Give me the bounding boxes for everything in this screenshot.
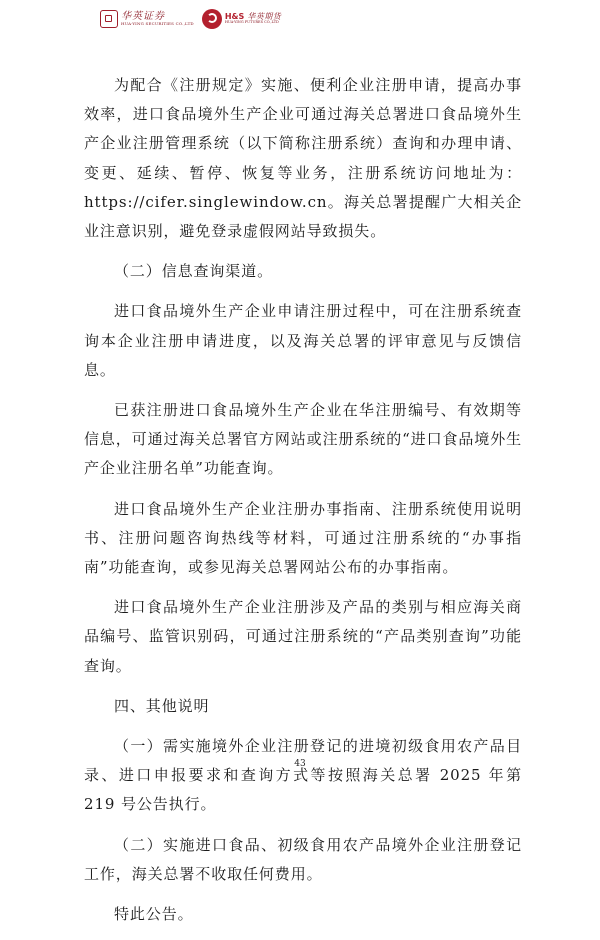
futures-logo-icon — [202, 9, 222, 29]
page-header — [100, 8, 281, 30]
paragraph-note-two: （二）实施进口食品、初级食用农产品境外企业注册登记工作，海关总署不收取任何费用。 — [84, 835, 522, 883]
paragraph-product-category: 进口食品境外生产企业注册涉及产品的类别与相应海关商品编号、监管识别码，可通过注册系统的“产品类别查询”功能查询。 — [84, 598, 522, 675]
paragraph-registration-system: 为配合《注册规定》实施、便利企业注册申请，提高办事效率，进口食品境外生产企业可通过海关总署进口食品境外生产企业注册管理系统（以下简称注册系统）查询和办理申请、变更、延续、暂停、恢复等业务，注册系统访问地址为：https://cifer.singlewindow.cn。海关总署提醒广大相关企业注意识别，避免登录虚假网站导致损失。 — [84, 76, 522, 241]
futures-logo-cn: 华英期货 — [247, 12, 282, 22]
section-heading-other-notes: 四、其他说明 — [114, 696, 210, 715]
paragraph-registered-enterprises: 已获注册进口食品境外生产企业在华注册编号、有效期等信息，可通过海关总署官方网站或注册系统的“进口食品境外生产企业注册名单”功能查询。 — [84, 401, 522, 478]
paragraph-guide-materials: 进口食品境外生产企业注册办事指南、注册系统使用说明书、注册问题咨询热线等材料，可通过注册系统的“办事指南”功能查询，或参见海关总署网站公布的办事指南。 — [84, 499, 522, 577]
section-heading-info-query: （二）信息查询渠道。 — [114, 262, 274, 281]
huaying-futures-logo — [202, 9, 281, 29]
page-number: 43 — [294, 759, 306, 769]
document-body — [84, 71, 522, 940]
paragraph-application-progress: 进口食品境外生产企业申请注册过程中，可在注册系统查询本企业注册申请进度，以及海关总署的评审意见与反馈信息。 — [84, 302, 522, 379]
closing-statement: 特此公告。 — [114, 905, 194, 924]
securities-logo-cn: 华英证券 — [121, 11, 165, 22]
futures-logo-en: H&S — [224, 12, 245, 22]
huaying-securities-logo — [100, 10, 194, 28]
futures-logo-sub: HUA-YING FUTURES CO.,LTD — [224, 20, 279, 25]
securities-logo-icon — [100, 10, 118, 28]
paragraph-note-one: （一）需实施境外企业注册登记的进境初级食用农产品目录、进口申报要求和查询方式等按照海关总署 2025 年第 219 号公告执行。 — [84, 737, 522, 814]
securities-logo-en: HUA-YING SECURITIES CO.,LTD — [121, 21, 194, 26]
